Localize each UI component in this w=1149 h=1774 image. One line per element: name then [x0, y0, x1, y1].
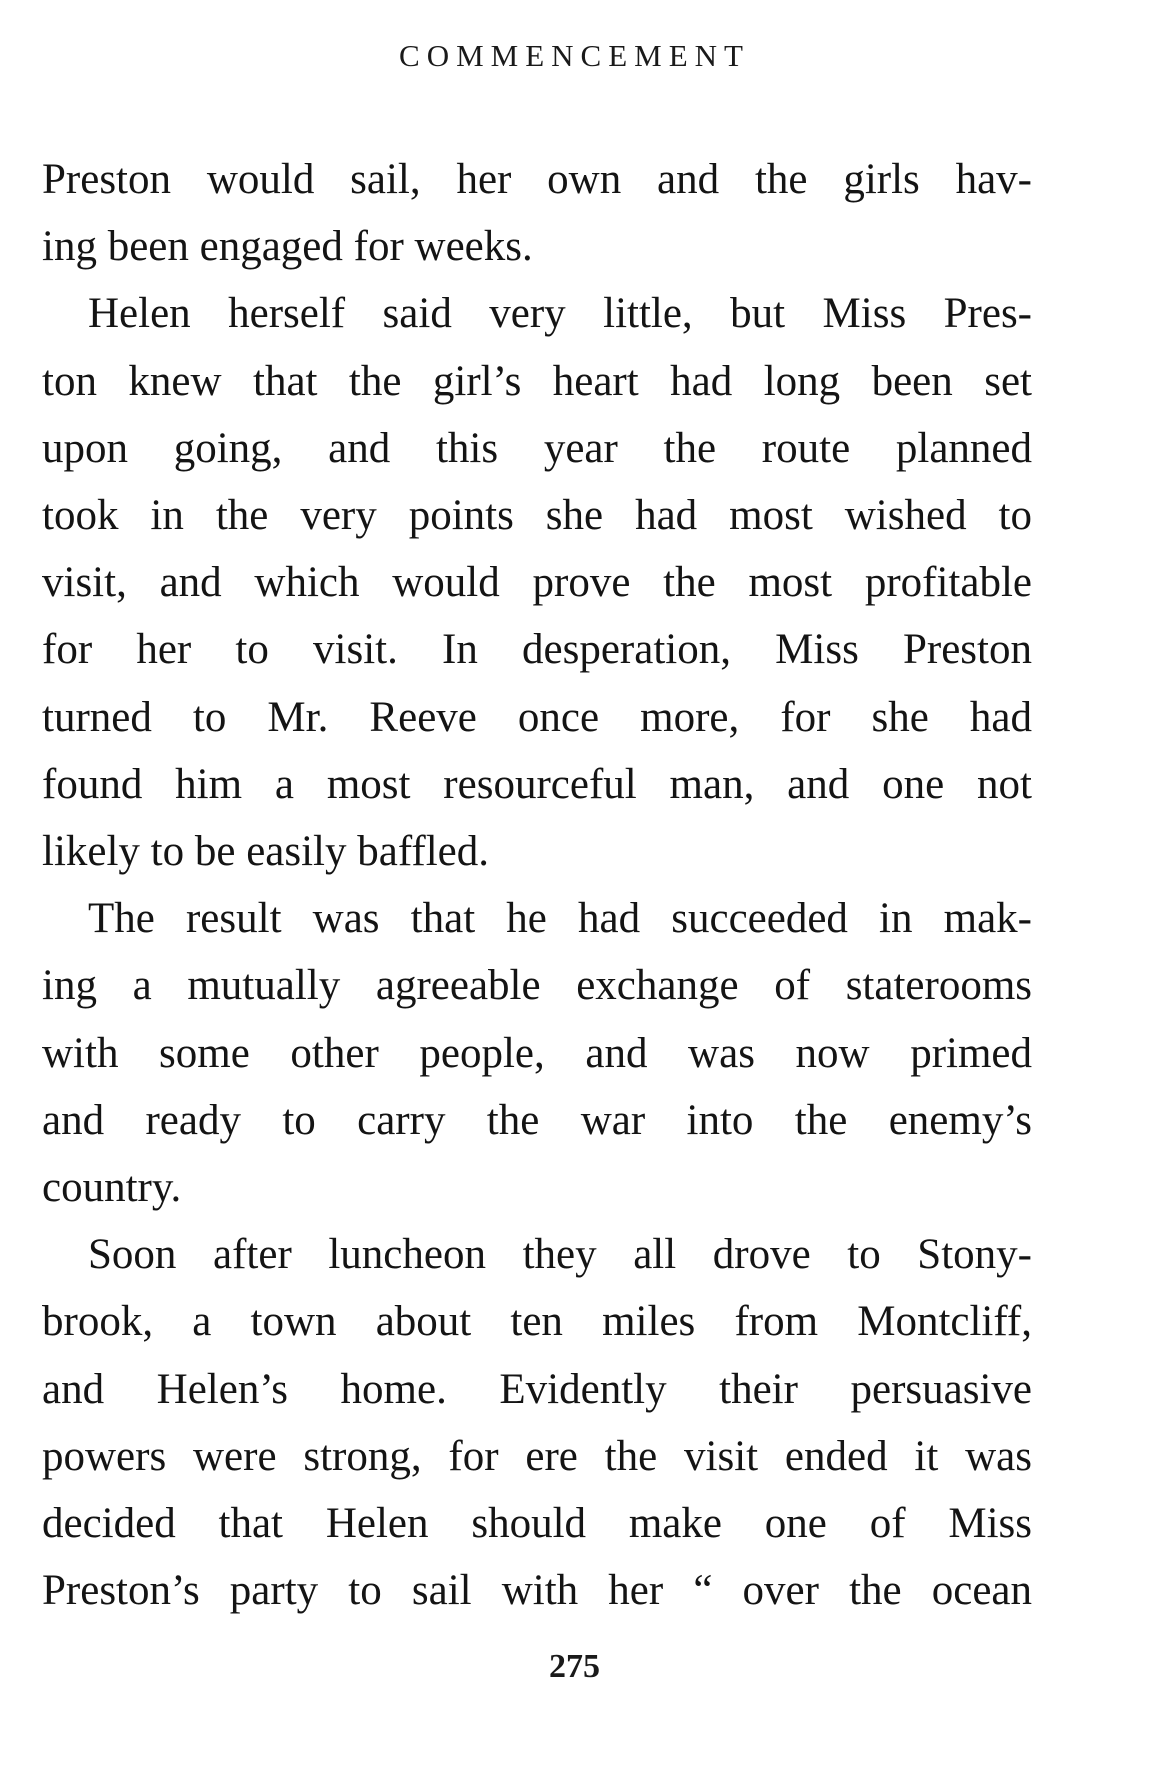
text-line: Preston’s party to sail with her “ over the ocean	[42, 1567, 1032, 1615]
paragraph	[42, 885, 1032, 1221]
text-line: found him a most resourceful man, and one not	[42, 760, 1032, 808]
paragraph	[42, 1221, 1032, 1624]
text-line: for her to visit. In desperation, Miss Preston	[42, 626, 1032, 674]
text-line: country.	[42, 1164, 182, 1212]
text-line: and ready to carry the war into the enemy’s	[42, 1096, 1032, 1144]
text-line: powers were strong, for ere the visit ended it was	[42, 1432, 1032, 1480]
body-text	[42, 146, 1032, 1624]
text-line: Preston would sail, her own and the girls hav-	[42, 156, 1032, 203]
text-line: ing a mutually agreeable exchange of staterooms	[42, 962, 1032, 1010]
text-line: brook, a town about ten miles from Montcliff,	[42, 1298, 1032, 1346]
text-line: turned to Mr. Reeve once more, for she had	[42, 693, 1032, 741]
paragraph	[42, 280, 1032, 885]
running-head: COMMENCEMENT	[399, 38, 750, 73]
text-line: with some other people, and was now primed	[42, 1029, 1032, 1077]
text-line: Helen herself said very little, but Miss Pres-	[88, 290, 1032, 338]
text-line: Soon after luncheon they all drove to Stony-	[88, 1231, 1032, 1279]
text-line: The result was that he had succeeded in mak-	[88, 895, 1032, 943]
text-line: upon going, and this year the route planned	[42, 424, 1032, 472]
text-line: took in the very points she had most wished to	[42, 492, 1032, 540]
page-number: 275	[549, 1648, 600, 1685]
text-line: and Helen’s home. Evidently their persuasive	[42, 1365, 1032, 1413]
text-line: likely to be easily baffled.	[42, 828, 489, 876]
text-line: decided that Helen should make one of Miss	[42, 1500, 1032, 1548]
text-line: visit, and which would prove the most profitable	[42, 559, 1032, 607]
text-line: ton knew that the girl’s heart had long been set	[42, 357, 1032, 405]
paragraph	[42, 146, 1032, 280]
text-line: ing been engaged for weeks.	[42, 223, 533, 271]
